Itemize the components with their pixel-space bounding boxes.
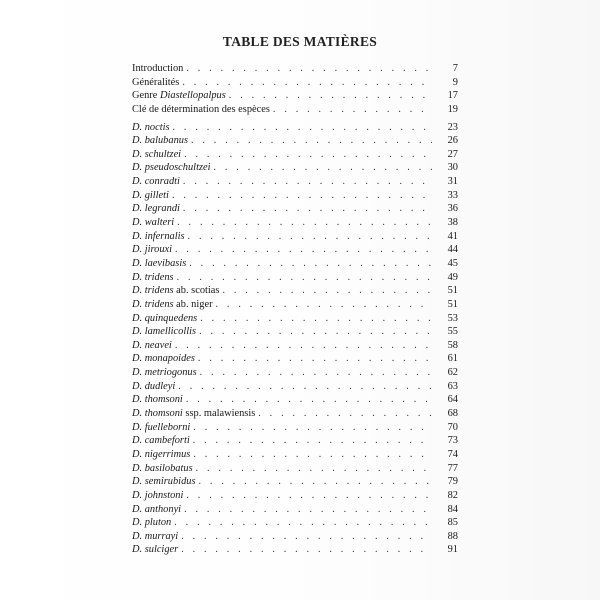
dot-leader	[181, 543, 432, 557]
toc-entry-page-number: 19	[447, 103, 458, 115]
toc-entry-italic: D. tridens	[132, 271, 174, 283]
toc-entry	[132, 421, 458, 435]
toc-entry-label	[132, 516, 174, 530]
toc-entry-label	[132, 76, 182, 90]
toc-entry-italic: D. schultzei	[132, 148, 182, 160]
toc-entry-page-number: 23	[447, 121, 458, 133]
dot-leader	[193, 448, 432, 462]
toc-entry-italic: D. metriogonus	[132, 367, 197, 379]
toc-entry-italic: D. pluton	[132, 517, 172, 529]
toc-entry	[132, 216, 458, 230]
toc-entry-italic: D. nigerrimus	[132, 448, 191, 460]
toc-entry-label	[132, 62, 186, 76]
toc-entry-label	[132, 434, 193, 448]
toc-entry-page-number: 62	[447, 367, 458, 379]
toc-entry	[132, 230, 458, 244]
toc-entry	[132, 366, 458, 380]
toc-entry	[132, 325, 458, 339]
toc-entry-page-number: 73	[447, 435, 458, 447]
toc-entry	[132, 434, 458, 448]
toc-entry-italic: D. laevibasis	[132, 257, 187, 269]
dot-leader	[188, 230, 432, 244]
toc-entry-label	[132, 216, 177, 230]
toc-entry-page-number: 36	[447, 203, 458, 215]
toc-entry	[132, 103, 458, 117]
toc-entry	[132, 462, 458, 476]
toc-entry-italic: D. fuelleborni	[132, 421, 191, 433]
toc-entry	[132, 62, 458, 76]
toc-entry-page-number: 63	[447, 380, 458, 392]
toc-entry-italic: D. lamellicollis	[132, 326, 197, 338]
dot-leader	[196, 462, 432, 476]
toc-entry	[132, 393, 458, 407]
toc-entry-page-number: 17	[447, 90, 458, 102]
toc-entry-page-number: 91	[447, 544, 458, 556]
toc-entry-label	[132, 448, 193, 462]
toc-entry-page-number: 7	[452, 63, 458, 74]
toc-entry-italic: D. thomsoni	[132, 408, 183, 420]
toc-entry	[132, 134, 458, 148]
toc-entry	[132, 284, 458, 298]
toc-entry-page-number: 84	[447, 503, 458, 515]
toc-entry-italic: D. sulciger	[132, 544, 179, 556]
toc-entry-prefix: Introduction	[132, 63, 184, 74]
toc-entry-label	[132, 271, 177, 285]
toc-entry-italic: D. balubanus	[132, 135, 188, 147]
toc-entry-label	[132, 339, 175, 353]
toc-entry-italic: D. dudleyi	[132, 380, 176, 392]
toc-entry-italic: D. noctis	[132, 121, 170, 133]
toc-entry	[132, 175, 458, 189]
dot-leader	[229, 89, 432, 103]
toc-entry-suffix: ab. niger	[173, 298, 213, 310]
toc-entry	[132, 76, 458, 90]
toc-entry	[132, 161, 458, 175]
toc-entry-label	[132, 298, 216, 312]
toc-entry	[132, 448, 458, 462]
toc-entry-italic: D. murrayi	[132, 530, 179, 542]
dot-leader	[186, 489, 432, 503]
dot-leader	[199, 325, 432, 339]
toc-entry-italic: D. cambeforti	[132, 435, 190, 447]
dot-leader	[186, 393, 432, 407]
dot-leader	[173, 121, 432, 135]
toc-entry-label	[132, 380, 178, 394]
toc-entry-italic: D. jirouxi	[132, 244, 173, 256]
toc-entry	[132, 202, 458, 216]
toc-entry-italic: D. legrandi	[132, 203, 180, 215]
toc-entry-italic: D. quinquedens	[132, 312, 198, 324]
toc-entry-page-number: 53	[447, 312, 458, 324]
page-title: TABLE DES MATIÈRES	[222, 34, 378, 49]
toc-entry	[132, 530, 458, 544]
toc-entry-page-number: 30	[447, 162, 458, 174]
toc-entry-label	[132, 257, 189, 271]
dot-leader	[177, 216, 432, 230]
toc-entry	[132, 516, 458, 530]
toc-entry-label	[132, 312, 200, 326]
dot-leader	[200, 312, 432, 326]
toc-entry	[132, 380, 458, 394]
toc-entry	[132, 407, 458, 421]
dot-leader	[273, 103, 432, 117]
toc-entry	[132, 339, 458, 353]
toc-entry-label	[132, 189, 172, 203]
toc-entry-page-number: 77	[447, 462, 458, 474]
toc-entry-prefix: Genre	[132, 90, 160, 102]
toc-entry-prefix: Clé de détermination des espèces	[132, 103, 270, 115]
dot-leader	[184, 148, 432, 162]
dot-leader	[174, 516, 432, 530]
toc-entry-label	[132, 421, 193, 435]
dot-leader	[193, 421, 432, 435]
dot-leader	[184, 503, 432, 517]
toc-entry	[132, 89, 458, 103]
toc-entry-label	[132, 366, 200, 380]
dot-leader	[175, 339, 432, 353]
toc-entry-page-number: 31	[447, 176, 458, 188]
toc-entry-suffix: ab. scotias	[173, 285, 220, 297]
toc-entry-italic: D. semirubidus	[132, 476, 196, 488]
toc-entry	[132, 121, 458, 135]
toc-entry-label	[132, 503, 184, 517]
toc-entry-italic: D. infernalis	[132, 230, 185, 242]
toc-entry-italic: D. johnstoni	[132, 489, 184, 501]
dot-leader	[216, 298, 432, 312]
toc-entry-label	[132, 475, 199, 489]
toc-entry-page-number: 88	[447, 530, 458, 542]
toc-entry-page-number: 79	[447, 476, 458, 488]
toc-entry-page-number: 44	[447, 244, 458, 256]
toc-entry-italic: D. thomsoni	[132, 394, 183, 406]
toc-entry-page-number: 64	[447, 394, 458, 406]
toc-entry-label	[132, 407, 258, 421]
toc-entry-label	[132, 462, 196, 476]
toc-entry-page-number: 51	[447, 298, 458, 310]
dot-leader	[193, 434, 432, 448]
toc-entry-page-number: 49	[447, 271, 458, 283]
toc-entry	[132, 543, 458, 557]
dot-leader	[178, 380, 432, 394]
toc-entry-label	[132, 352, 198, 366]
toc-entry	[132, 489, 458, 503]
dot-leader	[181, 530, 432, 544]
dot-leader	[222, 284, 432, 298]
toc-entry-page-number: 26	[447, 135, 458, 147]
dot-leader	[186, 62, 432, 76]
toc-entry-page-number: 51	[447, 285, 458, 297]
toc-entry-label	[132, 284, 222, 298]
toc-entry	[132, 312, 458, 326]
dot-leader	[200, 366, 432, 380]
toc-entry-page-number: 9	[452, 76, 458, 88]
toc-entry-label	[132, 530, 181, 544]
toc-entry-label	[132, 202, 183, 216]
dot-leader	[191, 134, 432, 148]
toc-entry-italic: D. neavei	[132, 339, 172, 351]
toc-entry-page-number: 33	[447, 189, 458, 201]
dot-leader	[183, 202, 432, 216]
toc-entry	[132, 189, 458, 203]
toc-entry-label	[132, 89, 229, 103]
toc-entry-label	[132, 175, 183, 189]
toc-entry-italic: D. tridens	[132, 285, 174, 297]
toc-entry-page-number: 82	[447, 489, 458, 501]
toc-entry-italic: D. walteri	[132, 217, 175, 229]
toc-entry	[132, 271, 458, 285]
toc-entry	[132, 243, 458, 257]
dot-leader	[258, 407, 432, 421]
toc-entry	[132, 257, 458, 271]
toc-entry-page-number: 68	[447, 408, 458, 420]
toc-entry-italic: D. tridens	[132, 298, 174, 310]
dot-leader	[175, 243, 432, 257]
toc-entry-label	[132, 243, 175, 257]
toc-entry-label	[132, 543, 181, 557]
toc-entry-page-number: 74	[447, 448, 458, 460]
toc-entry	[132, 298, 458, 312]
toc-entry-page-number: 55	[447, 326, 458, 338]
toc-entry-label	[132, 121, 173, 135]
toc-entry-page-number: 70	[447, 421, 458, 433]
toc-entry-label	[132, 230, 188, 244]
toc-entry-page-number: 61	[447, 353, 458, 365]
toc-entry-page-number: 45	[447, 257, 458, 269]
dot-leader	[198, 352, 432, 366]
toc-entry	[132, 148, 458, 162]
toc-entry	[132, 352, 458, 366]
toc-entry-label	[132, 148, 184, 162]
toc-entry-label	[132, 134, 191, 148]
toc-entry-italic: D. monapoides	[132, 353, 195, 365]
dot-leader	[183, 175, 432, 189]
toc-entry-suffix: ssp. malawiensis	[182, 408, 256, 420]
toc-entry-page-number: 85	[447, 517, 458, 529]
dot-leader	[177, 271, 432, 285]
toc-entry-italic: Diastellopalpus	[159, 90, 226, 102]
toc-entry-label	[132, 325, 199, 339]
toc-entry-page-number: 41	[447, 230, 458, 242]
table-of-contents	[132, 62, 458, 557]
toc-entry-label	[132, 393, 186, 407]
dot-leader	[189, 257, 432, 271]
toc-entry-italic: D. conradti	[132, 176, 180, 188]
toc-entry-page-number: 27	[447, 148, 458, 160]
dot-leader	[214, 161, 433, 175]
toc-entry-italic: D. pseudoschultzei	[132, 162, 211, 174]
toc-entry-label	[132, 489, 186, 503]
toc-entry	[132, 503, 458, 517]
dot-leader	[182, 76, 432, 90]
toc-entry-italic: D. anthonyi	[132, 503, 182, 515]
toc-entry-italic: D. gilleti	[132, 189, 169, 201]
toc-entry	[132, 475, 458, 489]
toc-entry-page-number: 58	[447, 339, 458, 351]
toc-entry-page-number: 38	[447, 217, 458, 229]
toc-entry-italic: D. basilobatus	[132, 462, 193, 474]
toc-entry-prefix: Généralités	[132, 76, 180, 88]
dot-leader	[199, 475, 432, 489]
toc-entry-label	[132, 103, 273, 117]
dot-leader	[172, 189, 432, 203]
toc-entry-label	[132, 161, 214, 175]
